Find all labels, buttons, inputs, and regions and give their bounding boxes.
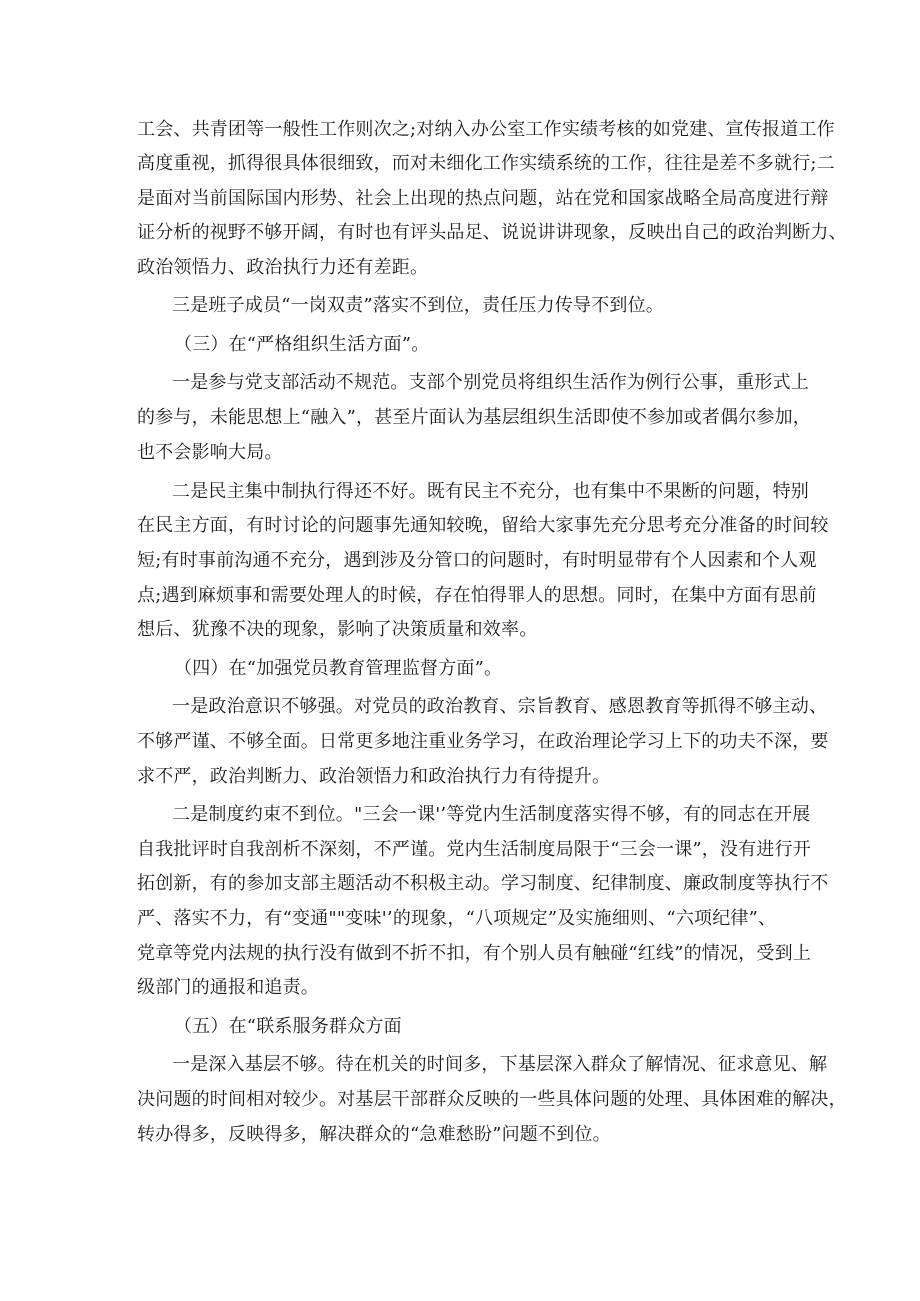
- text-line: 一是参与党支部活动不规范。支部个别党员将组织生活作为例行公事，重形式上: [172, 372, 809, 393]
- text-line: 求不严，政治判断力、政治领悟力和政治执行力有待提升。: [137, 766, 611, 787]
- section-heading: （四）在“加强党员教育管理监督方面”。: [174, 658, 503, 679]
- text-line: 点;遇到麻烦事和需要处理人的时候，存在怕得罪人的思想。同时，在集中方面有思前: [137, 585, 817, 606]
- text-line: 政治领悟力、政治执行力还有差距。: [137, 257, 429, 278]
- text-line: 一是深入基层不够。待在机关的时间多，下基层深入群众了解情况、征求意见、解: [172, 1054, 828, 1075]
- text-line: 严、落实不力，有“变通""变味'’的现象，“八项规定”及实施细则、“六项纪律”、: [137, 908, 777, 929]
- text-line: 不够严谨、不够全面。日常更多地注重业务学习，在政治理论学习上下的功夫不深，要: [137, 731, 829, 752]
- text-line: 的参与，未能思想上“融入”，甚至片面认为基层组织生活即使不参加或者偶尔参加，: [137, 407, 812, 428]
- text-line: 二是制度约束不到位。"三会一课'’等党内生活制度落实得不够，有的同志在开展: [172, 804, 811, 825]
- text-line: 高度重视，抓得很具体很细致，而对未细化工作实绩系统的工作，往往是差不多就行;二: [137, 153, 835, 174]
- text-line: 党章等党内法规的执行没有做到不折不扣，有个别人员有触碰“红线”的情况，受到上: [137, 943, 812, 964]
- text-line: 工会、共青团等一般性工作则次之;对纳入办公室工作实绩考核的如党建、宣传报道工作: [137, 119, 835, 140]
- text-line: 三是班子成员“一岗双责”落实不到位，责任压力传导不到位。: [172, 295, 665, 316]
- text-line: 短;有时事前沟通不充分，遇到涉及分管口的问题时，有时明显带有个人因素和个人观: [137, 550, 817, 571]
- section-heading: （五）在“联系服务群众方面: [174, 1016, 402, 1037]
- text-line: 证分析的视野不够开阔，有时也有评头品足、说说讲讲现象，反映出自己的政治判断力、: [137, 222, 847, 243]
- text-line: 决问题的时间相对较少。对基层干部群众反映的一些具体问题的处理、具体困难的解决，: [137, 1089, 847, 1110]
- section-heading: （三）在“严格组织生活方面”。: [174, 334, 430, 355]
- text-line: 在民主方面，有时讨论的问题事先通知较晚，留给大家事先充分思考充分准备的时间较: [137, 515, 829, 536]
- text-line: 自我批评时自我剖析不深刻，不严谨。党内生活制度局限于“三会一课”，没有进行开: [137, 839, 812, 860]
- text-line: 级部门的通报和追责。: [137, 977, 319, 998]
- text-line: 转办得多，反映得多，解决群众的“急难愁盼”问题不到位。: [137, 1124, 611, 1145]
- text-line: 拓创新，有的参加支部主题活动不积极主动。学习制度、纪律制度、廉政制度等执行不: [137, 873, 829, 894]
- text-line: 二是民主集中制执行得还不好。既有民主不充分，也有集中不果断的问题，特别: [172, 481, 809, 502]
- text-line: 是面对当前国际国内形势、社会上出现的热点问题，站在党和国家战略全局高度进行辩: [137, 188, 829, 209]
- text-line: 也不会影响大局。: [137, 442, 283, 463]
- text-line: 一是政治意识不够强。对党员的政治教育、宗旨教育、感恩教育等抓得不够主动、: [172, 696, 828, 717]
- text-line: 想后、犹豫不决的现象，影响了决策质量和效率。: [137, 619, 538, 640]
